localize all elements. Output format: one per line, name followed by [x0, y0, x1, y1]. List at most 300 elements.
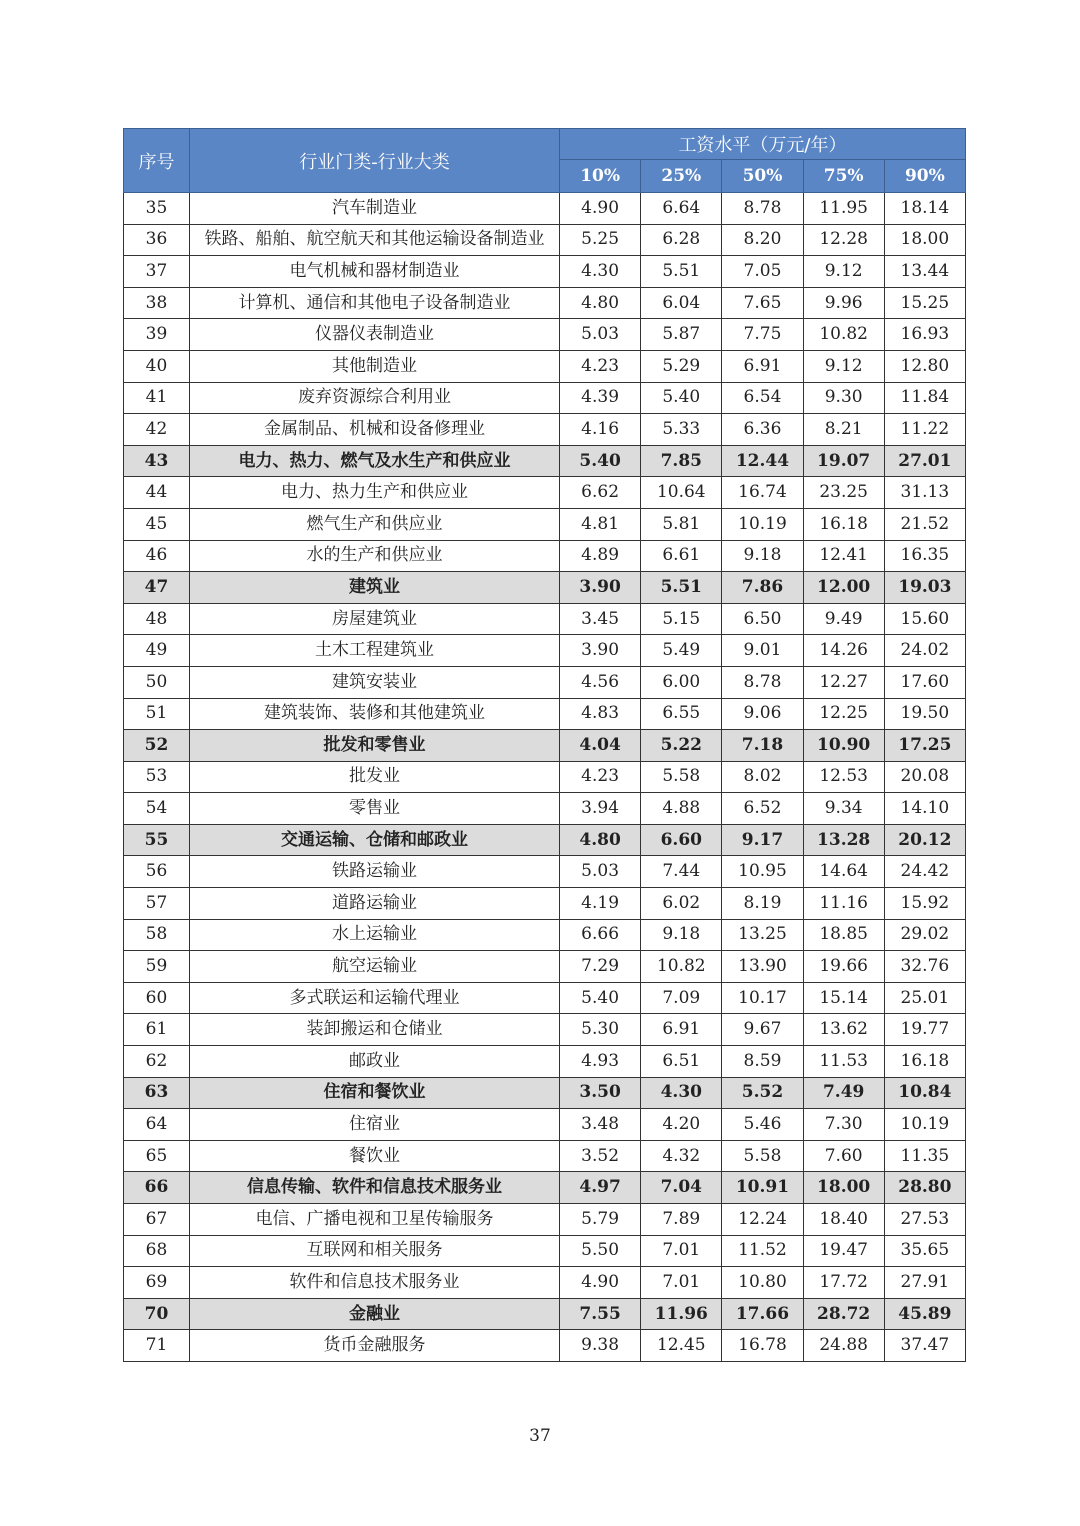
table-row — [124, 982, 966, 1014]
wage-p75: 12.28 — [803, 224, 884, 256]
wage-p75: 12.00 — [803, 572, 884, 604]
wage-p50: 16.78 — [722, 1330, 803, 1362]
header-no: 序号 — [124, 129, 190, 193]
wage-p50: 5.46 — [722, 1109, 803, 1141]
wage-p75: 28.72 — [803, 1298, 884, 1330]
wage-p25: 5.33 — [641, 414, 722, 446]
wage-p25: 7.01 — [641, 1235, 722, 1267]
wage-p90: 27.91 — [884, 1267, 965, 1299]
wage-p25: 5.15 — [641, 603, 722, 635]
wage-p25: 5.29 — [641, 350, 722, 382]
wage-p75: 12.41 — [803, 540, 884, 572]
wage-p10: 3.90 — [560, 572, 641, 604]
wage-p10: 4.83 — [560, 698, 641, 730]
row-number: 53 — [124, 761, 190, 793]
wage-p25: 6.00 — [641, 666, 722, 698]
row-number: 59 — [124, 951, 190, 983]
wage-p10: 4.39 — [560, 382, 641, 414]
wage-p25: 4.30 — [641, 1077, 722, 1109]
table-row — [124, 761, 966, 793]
wage-p90: 35.65 — [884, 1235, 965, 1267]
wage-p25: 5.22 — [641, 730, 722, 762]
wage-p10: 4.04 — [560, 730, 641, 762]
wage-p50: 6.91 — [722, 350, 803, 382]
industry-name: 电气机械和器材制造业 — [190, 256, 560, 288]
header-p50: 50% — [722, 160, 803, 193]
wage-p75: 23.25 — [803, 477, 884, 509]
wage-p75: 19.07 — [803, 445, 884, 477]
wage-p90: 27.01 — [884, 445, 965, 477]
wage-p50: 8.78 — [722, 666, 803, 698]
wage-p10: 4.23 — [560, 761, 641, 793]
row-number: 66 — [124, 1172, 190, 1204]
table-row — [124, 1109, 966, 1141]
table-row — [124, 1046, 966, 1078]
wage-p25: 6.04 — [641, 287, 722, 319]
table-row — [124, 666, 966, 698]
wage-p75: 7.49 — [803, 1077, 884, 1109]
wage-p25: 5.51 — [641, 572, 722, 604]
table-row — [124, 350, 966, 382]
wage-p10: 4.90 — [560, 1267, 641, 1299]
wage-p50: 8.19 — [722, 888, 803, 920]
row-number: 36 — [124, 224, 190, 256]
row-number: 56 — [124, 856, 190, 888]
wage-p75: 9.96 — [803, 287, 884, 319]
wage-p75: 18.00 — [803, 1172, 884, 1204]
industry-name: 交通运输、仓储和邮政业 — [190, 824, 560, 856]
industry-name: 其他制造业 — [190, 350, 560, 382]
wage-p50: 9.67 — [722, 1014, 803, 1046]
wage-p25: 11.96 — [641, 1298, 722, 1330]
header-p75: 75% — [803, 160, 884, 193]
row-number: 52 — [124, 730, 190, 762]
wage-p90: 10.84 — [884, 1077, 965, 1109]
industry-name: 零售业 — [190, 793, 560, 825]
wage-p90: 28.80 — [884, 1172, 965, 1204]
wage-p25: 6.64 — [641, 193, 722, 225]
wage-p90: 19.77 — [884, 1014, 965, 1046]
wage-p50: 11.52 — [722, 1235, 803, 1267]
wage-p10: 3.48 — [560, 1109, 641, 1141]
wage-p75: 12.53 — [803, 761, 884, 793]
table-row-category — [124, 824, 966, 856]
row-number: 51 — [124, 698, 190, 730]
wage-p50: 6.54 — [722, 382, 803, 414]
row-number: 46 — [124, 540, 190, 572]
row-number: 61 — [124, 1014, 190, 1046]
table-row-category — [124, 445, 966, 477]
wage-p50: 7.05 — [722, 256, 803, 288]
wage-p75: 11.53 — [803, 1046, 884, 1078]
wage-p90: 15.92 — [884, 888, 965, 920]
wage-p50: 10.80 — [722, 1267, 803, 1299]
wage-p10: 7.55 — [560, 1298, 641, 1330]
table-body — [124, 193, 966, 1362]
industry-name: 金融业 — [190, 1298, 560, 1330]
row-number: 58 — [124, 919, 190, 951]
wage-p10: 4.23 — [560, 350, 641, 382]
industry-name: 互联网和相关服务 — [190, 1235, 560, 1267]
wage-p50: 8.02 — [722, 761, 803, 793]
wage-p50: 9.01 — [722, 635, 803, 667]
wage-p75: 9.34 — [803, 793, 884, 825]
wage-p90: 16.35 — [884, 540, 965, 572]
wage-p90: 13.44 — [884, 256, 965, 288]
wage-p50: 6.36 — [722, 414, 803, 446]
table-row — [124, 508, 966, 540]
industry-name: 装卸搬运和仓储业 — [190, 1014, 560, 1046]
wage-p75: 14.26 — [803, 635, 884, 667]
wage-p25: 6.02 — [641, 888, 722, 920]
table-row — [124, 1267, 966, 1299]
wage-p10: 4.89 — [560, 540, 641, 572]
wage-p10: 9.38 — [560, 1330, 641, 1362]
industry-name: 金属制品、机械和设备修理业 — [190, 414, 560, 446]
wage-table — [123, 128, 966, 1362]
wage-p75: 14.64 — [803, 856, 884, 888]
wage-p50: 10.91 — [722, 1172, 803, 1204]
wage-p25: 4.88 — [641, 793, 722, 825]
wage-p75: 13.28 — [803, 824, 884, 856]
industry-name: 建筑安装业 — [190, 666, 560, 698]
table-row-category — [124, 1077, 966, 1109]
wage-p50: 17.66 — [722, 1298, 803, 1330]
wage-p75: 15.14 — [803, 982, 884, 1014]
wage-p75: 9.30 — [803, 382, 884, 414]
table-row — [124, 287, 966, 319]
table-row — [124, 1235, 966, 1267]
row-number: 48 — [124, 603, 190, 635]
wage-p10: 3.94 — [560, 793, 641, 825]
wage-p75: 16.18 — [803, 508, 884, 540]
header-p10: 10% — [560, 160, 641, 193]
wage-p75: 19.47 — [803, 1235, 884, 1267]
industry-name: 仪器仪表制造业 — [190, 319, 560, 351]
table-row — [124, 603, 966, 635]
table-row — [124, 319, 966, 351]
industry-name: 房屋建筑业 — [190, 603, 560, 635]
wage-p10: 6.66 — [560, 919, 641, 951]
row-number: 47 — [124, 572, 190, 604]
wage-p90: 18.14 — [884, 193, 965, 225]
wage-p90: 16.18 — [884, 1046, 965, 1078]
industry-name: 电力、热力生产和供应业 — [190, 477, 560, 509]
wage-p75: 10.82 — [803, 319, 884, 351]
wage-p90: 24.42 — [884, 856, 965, 888]
table-row — [124, 888, 966, 920]
header-p25: 25% — [641, 160, 722, 193]
table-row — [124, 919, 966, 951]
wage-p90: 20.12 — [884, 824, 965, 856]
wage-p10: 4.56 — [560, 666, 641, 698]
row-number: 57 — [124, 888, 190, 920]
row-number: 54 — [124, 793, 190, 825]
wage-p90: 21.52 — [884, 508, 965, 540]
industry-name: 建筑业 — [190, 572, 560, 604]
wage-p10: 3.50 — [560, 1077, 641, 1109]
wage-p10: 5.30 — [560, 1014, 641, 1046]
wage-p25: 10.82 — [641, 951, 722, 983]
industry-name: 水上运输业 — [190, 919, 560, 951]
wage-p90: 15.25 — [884, 287, 965, 319]
industry-name: 住宿和餐饮业 — [190, 1077, 560, 1109]
wage-p10: 5.50 — [560, 1235, 641, 1267]
wage-p10: 4.81 — [560, 508, 641, 540]
table-row — [124, 477, 966, 509]
wage-p75: 7.60 — [803, 1140, 884, 1172]
wage-p25: 7.01 — [641, 1267, 722, 1299]
industry-name: 货币金融服务 — [190, 1330, 560, 1362]
wage-p50: 5.52 — [722, 1077, 803, 1109]
industry-name: 铁路运输业 — [190, 856, 560, 888]
row-number: 39 — [124, 319, 190, 351]
wage-p90: 32.76 — [884, 951, 965, 983]
industry-name: 软件和信息技术服务业 — [190, 1267, 560, 1299]
industry-name: 信息传输、软件和信息技术服务业 — [190, 1172, 560, 1204]
wage-p10: 5.40 — [560, 982, 641, 1014]
industry-name: 批发业 — [190, 761, 560, 793]
wage-p50: 8.59 — [722, 1046, 803, 1078]
wage-p25: 6.51 — [641, 1046, 722, 1078]
table-row — [124, 635, 966, 667]
wage-p50: 9.17 — [722, 824, 803, 856]
table-row-category — [124, 730, 966, 762]
wage-p10: 4.90 — [560, 193, 641, 225]
wage-p90: 18.00 — [884, 224, 965, 256]
row-number: 38 — [124, 287, 190, 319]
wage-p50: 6.52 — [722, 793, 803, 825]
wage-p90: 12.80 — [884, 350, 965, 382]
table-row — [124, 256, 966, 288]
wage-p50: 12.44 — [722, 445, 803, 477]
wage-p50: 8.20 — [722, 224, 803, 256]
wage-p50: 16.74 — [722, 477, 803, 509]
wage-p90: 27.53 — [884, 1204, 965, 1236]
wage-p10: 4.16 — [560, 414, 641, 446]
wage-p90: 45.89 — [884, 1298, 965, 1330]
wage-p90: 11.35 — [884, 1140, 965, 1172]
wage-p10: 5.25 — [560, 224, 641, 256]
wage-p75: 11.95 — [803, 193, 884, 225]
wage-p90: 24.02 — [884, 635, 965, 667]
wage-p50: 10.19 — [722, 508, 803, 540]
row-number: 64 — [124, 1109, 190, 1141]
row-number: 43 — [124, 445, 190, 477]
row-number: 35 — [124, 193, 190, 225]
wage-p90: 11.84 — [884, 382, 965, 414]
wage-p10: 3.45 — [560, 603, 641, 635]
industry-name: 电力、热力、燃气及水生产和供应业 — [190, 445, 560, 477]
table-row — [124, 193, 966, 225]
wage-p25: 7.44 — [641, 856, 722, 888]
page-number: 37 — [529, 1426, 551, 1446]
wage-p75: 12.27 — [803, 666, 884, 698]
wage-p25: 7.85 — [641, 445, 722, 477]
wage-p10: 5.79 — [560, 1204, 641, 1236]
wage-p90: 15.60 — [884, 603, 965, 635]
wage-p50: 7.86 — [722, 572, 803, 604]
table-row-category — [124, 1298, 966, 1330]
table-row — [124, 793, 966, 825]
wage-p75: 10.90 — [803, 730, 884, 762]
wage-p75: 18.85 — [803, 919, 884, 951]
industry-name: 多式联运和运输代理业 — [190, 982, 560, 1014]
wage-p75: 19.66 — [803, 951, 884, 983]
header-category: 行业门类-行业大类 — [190, 129, 560, 193]
wage-p50: 9.18 — [722, 540, 803, 572]
row-number: 67 — [124, 1204, 190, 1236]
wage-p90: 29.02 — [884, 919, 965, 951]
wage-p75: 13.62 — [803, 1014, 884, 1046]
row-number: 69 — [124, 1267, 190, 1299]
wage-p90: 11.22 — [884, 414, 965, 446]
wage-p50: 10.95 — [722, 856, 803, 888]
wage-p90: 20.08 — [884, 761, 965, 793]
row-number: 55 — [124, 824, 190, 856]
table-row — [124, 1140, 966, 1172]
row-number: 37 — [124, 256, 190, 288]
table-row — [124, 698, 966, 730]
wage-p50: 10.17 — [722, 982, 803, 1014]
wage-p50: 8.78 — [722, 193, 803, 225]
wage-p10: 5.03 — [560, 319, 641, 351]
row-number: 70 — [124, 1298, 190, 1330]
industry-name: 燃气生产和供应业 — [190, 508, 560, 540]
table-row — [124, 856, 966, 888]
wage-p50: 7.18 — [722, 730, 803, 762]
table-row-category — [124, 1172, 966, 1204]
header-p90: 90% — [884, 160, 965, 193]
wage-p50: 6.50 — [722, 603, 803, 635]
table-row — [124, 951, 966, 983]
industry-name: 汽车制造业 — [190, 193, 560, 225]
industry-name: 邮政业 — [190, 1046, 560, 1078]
wage-p10: 4.80 — [560, 824, 641, 856]
wage-p25: 7.89 — [641, 1204, 722, 1236]
wage-p90: 17.25 — [884, 730, 965, 762]
header-wage-group: 工资水平（万元/年） — [560, 129, 966, 160]
wage-p90: 37.47 — [884, 1330, 965, 1362]
wage-p75: 9.12 — [803, 256, 884, 288]
wage-p50: 7.75 — [722, 319, 803, 351]
wage-p90: 17.60 — [884, 666, 965, 698]
wage-p25: 6.60 — [641, 824, 722, 856]
wage-p25: 5.49 — [641, 635, 722, 667]
table-row — [124, 414, 966, 446]
wage-p75: 8.21 — [803, 414, 884, 446]
wage-p10: 7.29 — [560, 951, 641, 983]
wage-p50: 13.25 — [722, 919, 803, 951]
wage-p10: 5.40 — [560, 445, 641, 477]
wage-p75: 11.16 — [803, 888, 884, 920]
wage-p10: 4.80 — [560, 287, 641, 319]
wage-p25: 12.45 — [641, 1330, 722, 1362]
table-row — [124, 1204, 966, 1236]
industry-name: 土木工程建筑业 — [190, 635, 560, 667]
wage-p10: 6.62 — [560, 477, 641, 509]
row-number: 65 — [124, 1140, 190, 1172]
row-number: 45 — [124, 508, 190, 540]
wage-p90: 10.19 — [884, 1109, 965, 1141]
row-number: 41 — [124, 382, 190, 414]
row-number: 44 — [124, 477, 190, 509]
row-number: 62 — [124, 1046, 190, 1078]
wage-p75: 17.72 — [803, 1267, 884, 1299]
wage-p25: 7.09 — [641, 982, 722, 1014]
wage-p90: 31.13 — [884, 477, 965, 509]
table-row — [124, 1330, 966, 1362]
table-row — [124, 540, 966, 572]
wage-p75: 18.40 — [803, 1204, 884, 1236]
wage-p75: 9.49 — [803, 603, 884, 635]
wage-p75: 24.88 — [803, 1330, 884, 1362]
wage-p25: 5.51 — [641, 256, 722, 288]
wage-p25: 5.87 — [641, 319, 722, 351]
row-number: 60 — [124, 982, 190, 1014]
wage-p25: 6.28 — [641, 224, 722, 256]
industry-name: 餐饮业 — [190, 1140, 560, 1172]
wage-p25: 9.18 — [641, 919, 722, 951]
industry-name: 水的生产和供应业 — [190, 540, 560, 572]
industry-name: 计算机、通信和其他电子设备制造业 — [190, 287, 560, 319]
wage-p25: 4.32 — [641, 1140, 722, 1172]
industry-name: 铁路、船舶、航空航天和其他运输设备制造业 — [190, 224, 560, 256]
wage-p10: 5.03 — [560, 856, 641, 888]
wage-p90: 19.50 — [884, 698, 965, 730]
row-number: 68 — [124, 1235, 190, 1267]
industry-name: 批发和零售业 — [190, 730, 560, 762]
industry-name: 航空运输业 — [190, 951, 560, 983]
table-row — [124, 382, 966, 414]
wage-p10: 4.30 — [560, 256, 641, 288]
wage-p75: 12.25 — [803, 698, 884, 730]
industry-name: 道路运输业 — [190, 888, 560, 920]
row-number: 50 — [124, 666, 190, 698]
wage-p90: 16.93 — [884, 319, 965, 351]
wage-p90: 25.01 — [884, 982, 965, 1014]
wage-p10: 3.52 — [560, 1140, 641, 1172]
row-number: 40 — [124, 350, 190, 382]
wage-p90: 14.10 — [884, 793, 965, 825]
wage-p50: 13.90 — [722, 951, 803, 983]
table-row-category — [124, 572, 966, 604]
wage-p50: 7.65 — [722, 287, 803, 319]
wage-p25: 6.55 — [641, 698, 722, 730]
wage-p25: 4.20 — [641, 1109, 722, 1141]
wage-p25: 5.81 — [641, 508, 722, 540]
row-number: 42 — [124, 414, 190, 446]
wage-p75: 7.30 — [803, 1109, 884, 1141]
wage-p10: 3.90 — [560, 635, 641, 667]
wage-p50: 9.06 — [722, 698, 803, 730]
wage-p50: 12.24 — [722, 1204, 803, 1236]
industry-name: 电信、广播电视和卫星传输服务 — [190, 1204, 560, 1236]
wage-p10: 4.19 — [560, 888, 641, 920]
table-header — [124, 129, 966, 193]
table-row — [124, 1014, 966, 1046]
industry-name: 住宿业 — [190, 1109, 560, 1141]
row-number: 49 — [124, 635, 190, 667]
wage-p25: 5.40 — [641, 382, 722, 414]
wage-p75: 9.12 — [803, 350, 884, 382]
wage-p25: 5.58 — [641, 761, 722, 793]
industry-name: 废弃资源综合利用业 — [190, 382, 560, 414]
wage-p10: 4.93 — [560, 1046, 641, 1078]
wage-p90: 19.03 — [884, 572, 965, 604]
wage-p50: 5.58 — [722, 1140, 803, 1172]
wage-p25: 10.64 — [641, 477, 722, 509]
